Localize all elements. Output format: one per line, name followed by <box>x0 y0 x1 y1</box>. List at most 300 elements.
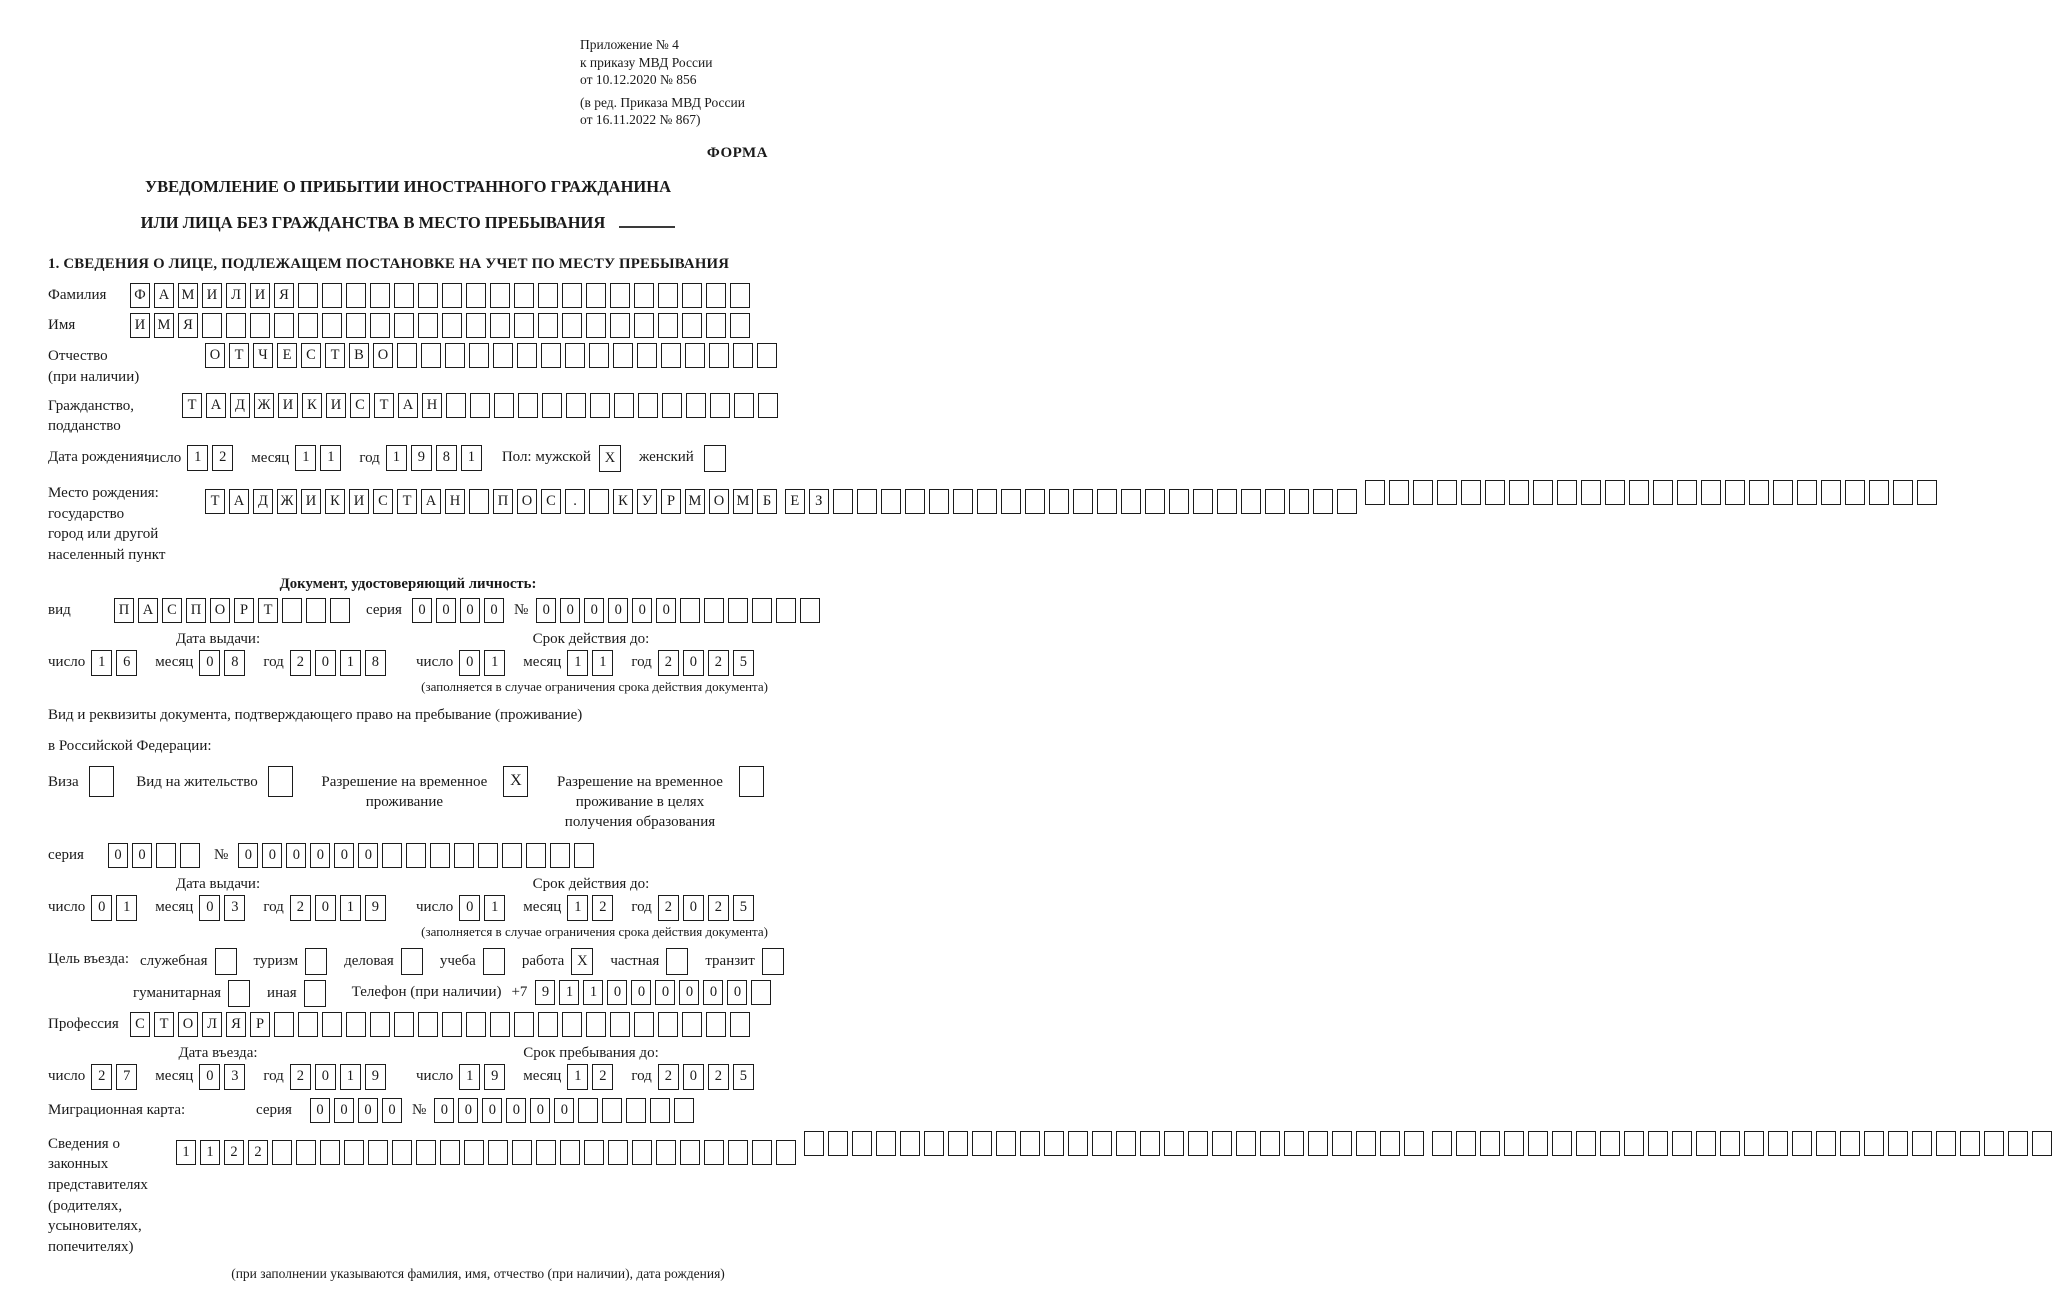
char-box[interactable] <box>1456 1131 1476 1156</box>
char-box[interactable] <box>584 1140 604 1165</box>
char-box[interactable] <box>658 283 678 308</box>
char-box[interactable] <box>1356 1131 1376 1156</box>
char-box[interactable] <box>1701 480 1721 505</box>
char-box[interactable]: 0 <box>656 598 676 623</box>
char-box[interactable]: 0 <box>199 895 220 921</box>
char-box[interactable] <box>1461 480 1481 505</box>
char-box[interactable] <box>728 598 748 623</box>
char-box[interactable] <box>298 1012 318 1037</box>
char-box[interactable] <box>1984 1131 2004 1156</box>
char-box[interactable]: Л <box>226 283 246 308</box>
char-box[interactable]: Ж <box>277 489 297 514</box>
char-box[interactable]: 0 <box>703 980 723 1005</box>
char-box[interactable]: И <box>202 283 222 308</box>
char-box[interactable] <box>752 1140 772 1165</box>
char-box[interactable] <box>656 1140 676 1165</box>
char-box[interactable] <box>733 343 753 368</box>
char-box[interactable]: И <box>278 393 298 418</box>
char-box[interactable] <box>1313 489 1333 514</box>
char-box[interactable]: 0 <box>108 843 128 868</box>
char-box[interactable]: 0 <box>632 598 652 623</box>
char-box[interactable] <box>550 843 570 868</box>
char-box[interactable] <box>1725 480 1745 505</box>
char-box[interactable]: 0 <box>310 1098 330 1123</box>
char-box[interactable]: 1 <box>295 445 316 471</box>
char-box[interactable] <box>562 283 582 308</box>
char-box[interactable] <box>1816 1131 1836 1156</box>
char-box[interactable] <box>330 598 350 623</box>
char-box[interactable] <box>1289 489 1309 514</box>
char-box[interactable] <box>632 1140 652 1165</box>
char-box[interactable] <box>466 313 486 338</box>
char-box[interactable] <box>751 980 771 1005</box>
char-box[interactable]: Ж <box>254 393 274 418</box>
char-box[interactable]: И <box>250 283 270 308</box>
char-box[interactable] <box>1533 480 1553 505</box>
char-box[interactable]: 2 <box>248 1140 268 1165</box>
char-box[interactable]: М <box>685 489 705 514</box>
checkbox-деловая[interactable] <box>401 948 423 975</box>
checkbox-гуманитарная[interactable] <box>228 980 250 1007</box>
char-box[interactable] <box>394 283 414 308</box>
char-box[interactable] <box>1241 489 1261 514</box>
char-box[interactable] <box>1864 1131 1884 1156</box>
char-box[interactable]: И <box>349 489 369 514</box>
char-box[interactable] <box>1509 480 1529 505</box>
char-box[interactable]: 5 <box>733 895 754 921</box>
char-box[interactable]: 0 <box>727 980 747 1005</box>
char-box[interactable]: 5 <box>733 650 754 676</box>
char-box[interactable] <box>1121 489 1141 514</box>
char-box[interactable]: 5 <box>733 1064 754 1090</box>
char-box[interactable] <box>881 489 901 514</box>
char-box[interactable]: О <box>517 489 537 514</box>
char-box[interactable] <box>730 283 750 308</box>
char-box[interactable] <box>464 1140 484 1165</box>
char-box[interactable]: 0 <box>358 843 378 868</box>
char-box[interactable] <box>322 283 342 308</box>
char-box[interactable] <box>833 489 853 514</box>
char-box[interactable] <box>1552 1131 1572 1156</box>
char-box[interactable]: 1 <box>459 1064 480 1090</box>
char-box[interactable]: Л <box>202 1012 222 1037</box>
char-box[interactable]: 0 <box>382 1098 402 1123</box>
char-box[interactable] <box>626 1098 646 1123</box>
char-box[interactable] <box>1773 480 1793 505</box>
char-box[interactable] <box>852 1131 872 1156</box>
char-box[interactable]: 0 <box>262 843 282 868</box>
char-box[interactable] <box>1140 1131 1160 1156</box>
char-box[interactable] <box>704 1140 724 1165</box>
char-box[interactable] <box>1869 480 1889 505</box>
char-box[interactable] <box>1888 1131 1908 1156</box>
char-box[interactable] <box>442 313 462 338</box>
char-box[interactable] <box>180 843 200 868</box>
char-box[interactable]: Я <box>226 1012 246 1037</box>
char-box[interactable] <box>1145 489 1165 514</box>
char-box[interactable]: 8 <box>224 650 245 676</box>
char-box[interactable]: О <box>205 343 225 368</box>
char-box[interactable]: 2 <box>658 895 679 921</box>
char-box[interactable] <box>1284 1131 1304 1156</box>
char-box[interactable]: 0 <box>91 895 112 921</box>
char-box[interactable]: 1 <box>91 650 112 676</box>
char-box[interactable] <box>776 1140 796 1165</box>
char-box[interactable]: А <box>229 489 249 514</box>
char-box[interactable]: 2 <box>708 1064 729 1090</box>
char-box[interactable] <box>929 489 949 514</box>
char-box[interactable] <box>586 283 606 308</box>
char-box[interactable]: О <box>178 1012 198 1037</box>
char-box[interactable] <box>1797 480 1817 505</box>
char-box[interactable] <box>661 343 681 368</box>
char-box[interactable] <box>1308 1131 1328 1156</box>
char-box[interactable] <box>562 1012 582 1037</box>
char-box[interactable] <box>1893 480 1913 505</box>
checkbox-учеба[interactable] <box>483 948 505 975</box>
char-box[interactable] <box>682 313 702 338</box>
char-box[interactable] <box>1365 480 1385 505</box>
char-box[interactable] <box>202 313 222 338</box>
char-box[interactable] <box>680 1140 700 1165</box>
char-box[interactable] <box>1672 1131 1692 1156</box>
char-box[interactable] <box>488 1140 508 1165</box>
char-box[interactable] <box>320 1140 340 1165</box>
char-box[interactable]: 2 <box>592 1064 613 1090</box>
char-box[interactable] <box>608 1140 628 1165</box>
char-box[interactable]: У <box>637 489 657 514</box>
char-box[interactable]: 1 <box>567 895 588 921</box>
char-box[interactable]: 2 <box>592 895 613 921</box>
char-box[interactable] <box>752 598 772 623</box>
char-box[interactable]: 9 <box>535 980 555 1005</box>
char-box[interactable] <box>1432 1131 1452 1156</box>
char-box[interactable] <box>704 598 724 623</box>
char-box[interactable] <box>1212 1131 1232 1156</box>
char-box[interactable]: К <box>613 489 633 514</box>
char-box[interactable] <box>1188 1131 1208 1156</box>
char-box[interactable]: 9 <box>365 1064 386 1090</box>
char-box[interactable]: 1 <box>320 445 341 471</box>
char-box[interactable] <box>586 313 606 338</box>
checkbox-туризм[interactable] <box>305 948 327 975</box>
char-box[interactable]: 0 <box>334 1098 354 1123</box>
char-box[interactable]: 0 <box>315 650 336 676</box>
char-box[interactable] <box>370 283 390 308</box>
char-box[interactable]: 0 <box>683 650 704 676</box>
char-box[interactable]: В <box>349 343 369 368</box>
char-box[interactable]: 0 <box>683 1064 704 1090</box>
char-box[interactable]: 3 <box>224 895 245 921</box>
char-box[interactable] <box>1744 1131 1764 1156</box>
char-box[interactable]: 1 <box>340 1064 361 1090</box>
char-box[interactable]: 2 <box>290 1064 311 1090</box>
char-box[interactable] <box>1164 1131 1184 1156</box>
checkbox-иная[interactable] <box>304 980 326 1007</box>
char-box[interactable]: Н <box>445 489 465 514</box>
char-box[interactable]: А <box>398 393 418 418</box>
char-box[interactable] <box>526 843 546 868</box>
char-box[interactable] <box>610 1012 630 1037</box>
char-box[interactable] <box>658 1012 678 1037</box>
char-box[interactable]: А <box>154 283 174 308</box>
char-box[interactable] <box>1576 1131 1596 1156</box>
char-box[interactable] <box>614 393 634 418</box>
char-box[interactable]: 8 <box>436 445 457 471</box>
char-box[interactable] <box>446 393 466 418</box>
char-box[interactable] <box>274 1012 294 1037</box>
char-box[interactable] <box>1049 489 1069 514</box>
char-box[interactable] <box>397 343 417 368</box>
char-box[interactable]: 1 <box>583 980 603 1005</box>
char-box[interactable] <box>857 489 877 514</box>
char-box[interactable]: 1 <box>116 895 137 921</box>
char-box[interactable] <box>800 598 820 623</box>
char-box[interactable]: О <box>210 598 230 623</box>
char-box[interactable] <box>685 343 705 368</box>
char-box[interactable]: 8 <box>365 650 386 676</box>
char-box[interactable]: 1 <box>461 445 482 471</box>
char-box[interactable]: И <box>130 313 150 338</box>
char-box[interactable] <box>566 393 586 418</box>
char-box[interactable] <box>1917 480 1937 505</box>
char-box[interactable] <box>1581 480 1601 505</box>
char-box[interactable]: Р <box>250 1012 270 1037</box>
char-box[interactable]: . <box>565 489 585 514</box>
char-box[interactable]: 0 <box>434 1098 454 1123</box>
char-box[interactable]: Я <box>178 313 198 338</box>
char-box[interactable] <box>1169 489 1189 514</box>
char-box[interactable]: 0 <box>607 980 627 1005</box>
checkbox-female[interactable] <box>704 445 726 472</box>
char-box[interactable] <box>758 393 778 418</box>
char-box[interactable] <box>1236 1131 1256 1156</box>
char-box[interactable] <box>900 1131 920 1156</box>
char-box[interactable]: С <box>130 1012 150 1037</box>
char-box[interactable] <box>392 1140 412 1165</box>
char-box[interactable] <box>346 313 366 338</box>
char-box[interactable] <box>602 1098 622 1123</box>
char-box[interactable]: 0 <box>683 895 704 921</box>
char-box[interactable]: М <box>733 489 753 514</box>
char-box[interactable]: 0 <box>199 650 220 676</box>
char-box[interactable] <box>590 393 610 418</box>
char-box[interactable] <box>924 1131 944 1156</box>
char-box[interactable]: 0 <box>584 598 604 623</box>
char-box[interactable] <box>440 1140 460 1165</box>
char-box[interactable] <box>1437 480 1457 505</box>
char-box[interactable]: 1 <box>340 650 361 676</box>
char-box[interactable] <box>589 343 609 368</box>
char-box[interactable] <box>586 1012 606 1037</box>
char-box[interactable]: 1 <box>567 650 588 676</box>
char-box[interactable] <box>1720 1131 1740 1156</box>
char-box[interactable] <box>536 1140 556 1165</box>
checkbox-работа[interactable]: X <box>571 948 593 975</box>
char-box[interactable]: Т <box>258 598 278 623</box>
char-box[interactable] <box>565 343 585 368</box>
char-box[interactable] <box>706 1012 726 1037</box>
char-box[interactable] <box>1845 480 1865 505</box>
char-box[interactable]: А <box>138 598 158 623</box>
char-box[interactable]: 1 <box>592 650 613 676</box>
char-box[interactable] <box>1116 1131 1136 1156</box>
char-box[interactable]: 0 <box>315 895 336 921</box>
char-box[interactable] <box>1792 1131 1812 1156</box>
char-box[interactable] <box>730 1012 750 1037</box>
char-box[interactable]: Р <box>661 489 681 514</box>
char-box[interactable]: Я <box>274 283 294 308</box>
char-box[interactable] <box>322 313 342 338</box>
char-box[interactable] <box>322 1012 342 1037</box>
checkbox-residence-permit[interactable] <box>268 766 293 797</box>
char-box[interactable]: О <box>709 489 729 514</box>
char-box[interactable] <box>274 313 294 338</box>
char-box[interactable]: Т <box>229 343 249 368</box>
char-box[interactable]: 0 <box>484 598 504 623</box>
char-box[interactable]: П <box>186 598 206 623</box>
char-box[interactable] <box>706 313 726 338</box>
char-box[interactable] <box>1193 489 1213 514</box>
char-box[interactable] <box>637 343 657 368</box>
char-box[interactable] <box>442 283 462 308</box>
char-box[interactable] <box>1504 1131 1524 1156</box>
char-box[interactable]: Н <box>422 393 442 418</box>
char-box[interactable]: Е <box>785 489 805 514</box>
char-box[interactable]: А <box>206 393 226 418</box>
char-box[interactable] <box>1840 1131 1860 1156</box>
char-box[interactable]: З <box>809 489 829 514</box>
char-box[interactable] <box>1389 480 1409 505</box>
char-box[interactable]: 0 <box>238 843 258 868</box>
char-box[interactable] <box>493 343 513 368</box>
char-box[interactable] <box>589 489 609 514</box>
char-box[interactable]: 0 <box>506 1098 526 1123</box>
char-box[interactable] <box>370 1012 390 1037</box>
char-box[interactable]: 0 <box>530 1098 550 1123</box>
char-box[interactable] <box>1605 480 1625 505</box>
char-box[interactable] <box>578 1098 598 1123</box>
char-box[interactable] <box>406 843 426 868</box>
char-box[interactable] <box>442 1012 462 1037</box>
char-box[interactable] <box>454 843 474 868</box>
char-box[interactable]: Р <box>234 598 254 623</box>
char-box[interactable] <box>368 1140 388 1165</box>
char-box[interactable]: Т <box>154 1012 174 1037</box>
char-box[interactable] <box>514 313 534 338</box>
char-box[interactable] <box>1557 480 1577 505</box>
char-box[interactable] <box>1600 1131 1620 1156</box>
char-box[interactable] <box>478 843 498 868</box>
char-box[interactable] <box>156 843 176 868</box>
char-box[interactable] <box>490 283 510 308</box>
char-box[interactable]: 1 <box>187 445 208 471</box>
char-box[interactable]: 0 <box>132 843 152 868</box>
char-box[interactable]: 0 <box>631 980 651 1005</box>
char-box[interactable]: 2 <box>290 895 311 921</box>
char-box[interactable] <box>382 843 402 868</box>
char-box[interactable] <box>650 1098 670 1123</box>
char-box[interactable] <box>1480 1131 1500 1156</box>
char-box[interactable] <box>517 343 537 368</box>
char-box[interactable]: 1 <box>176 1140 196 1165</box>
char-box[interactable] <box>972 1131 992 1156</box>
char-box[interactable] <box>418 1012 438 1037</box>
char-box[interactable]: Т <box>374 393 394 418</box>
char-box[interactable]: М <box>178 283 198 308</box>
char-box[interactable]: Т <box>397 489 417 514</box>
char-box[interactable] <box>538 313 558 338</box>
char-box[interactable] <box>298 283 318 308</box>
char-box[interactable]: Д <box>253 489 273 514</box>
char-box[interactable]: 1 <box>559 980 579 1005</box>
char-box[interactable]: 0 <box>334 843 354 868</box>
char-box[interactable] <box>706 283 726 308</box>
char-box[interactable] <box>490 313 510 338</box>
char-box[interactable] <box>1332 1131 1352 1156</box>
char-box[interactable] <box>1404 1131 1424 1156</box>
char-box[interactable] <box>1696 1131 1716 1156</box>
char-box[interactable] <box>512 1140 532 1165</box>
char-box[interactable]: 0 <box>560 598 580 623</box>
char-box[interactable] <box>1912 1131 1932 1156</box>
char-box[interactable] <box>1044 1131 1064 1156</box>
char-box[interactable]: А <box>421 489 441 514</box>
checkbox-частная[interactable] <box>666 948 688 975</box>
char-box[interactable]: С <box>162 598 182 623</box>
char-box[interactable] <box>1629 480 1649 505</box>
char-box[interactable]: 0 <box>315 1064 336 1090</box>
char-box[interactable] <box>1260 1131 1280 1156</box>
char-box[interactable]: 0 <box>536 598 556 623</box>
char-box[interactable] <box>1265 489 1285 514</box>
char-box[interactable] <box>1025 489 1045 514</box>
char-box[interactable] <box>1821 480 1841 505</box>
char-box[interactable]: К <box>302 393 322 418</box>
char-box[interactable]: И <box>326 393 346 418</box>
char-box[interactable]: 2 <box>212 445 233 471</box>
char-box[interactable]: 0 <box>358 1098 378 1123</box>
char-box[interactable]: К <box>325 489 345 514</box>
char-box[interactable] <box>1528 1131 1548 1156</box>
char-box[interactable] <box>1092 1131 1112 1156</box>
char-box[interactable]: И <box>301 489 321 514</box>
char-box[interactable] <box>634 313 654 338</box>
char-box[interactable] <box>634 1012 654 1037</box>
char-box[interactable] <box>1217 489 1237 514</box>
char-box[interactable] <box>1768 1131 1788 1156</box>
char-box[interactable]: 2 <box>658 650 679 676</box>
char-box[interactable] <box>514 1012 534 1037</box>
char-box[interactable] <box>610 313 630 338</box>
char-box[interactable] <box>416 1140 436 1165</box>
char-box[interactable] <box>682 1012 702 1037</box>
char-box[interactable] <box>658 313 678 338</box>
char-box[interactable] <box>226 313 246 338</box>
char-box[interactable] <box>469 343 489 368</box>
char-box[interactable] <box>466 283 486 308</box>
char-box[interactable] <box>828 1131 848 1156</box>
char-box[interactable]: Ч <box>253 343 273 368</box>
char-box[interactable]: Ф <box>130 283 150 308</box>
char-box[interactable] <box>1485 480 1505 505</box>
char-box[interactable]: П <box>114 598 134 623</box>
char-box[interactable] <box>466 1012 486 1037</box>
char-box[interactable] <box>662 393 682 418</box>
char-box[interactable]: 0 <box>679 980 699 1005</box>
char-box[interactable]: С <box>350 393 370 418</box>
char-box[interactable] <box>418 283 438 308</box>
